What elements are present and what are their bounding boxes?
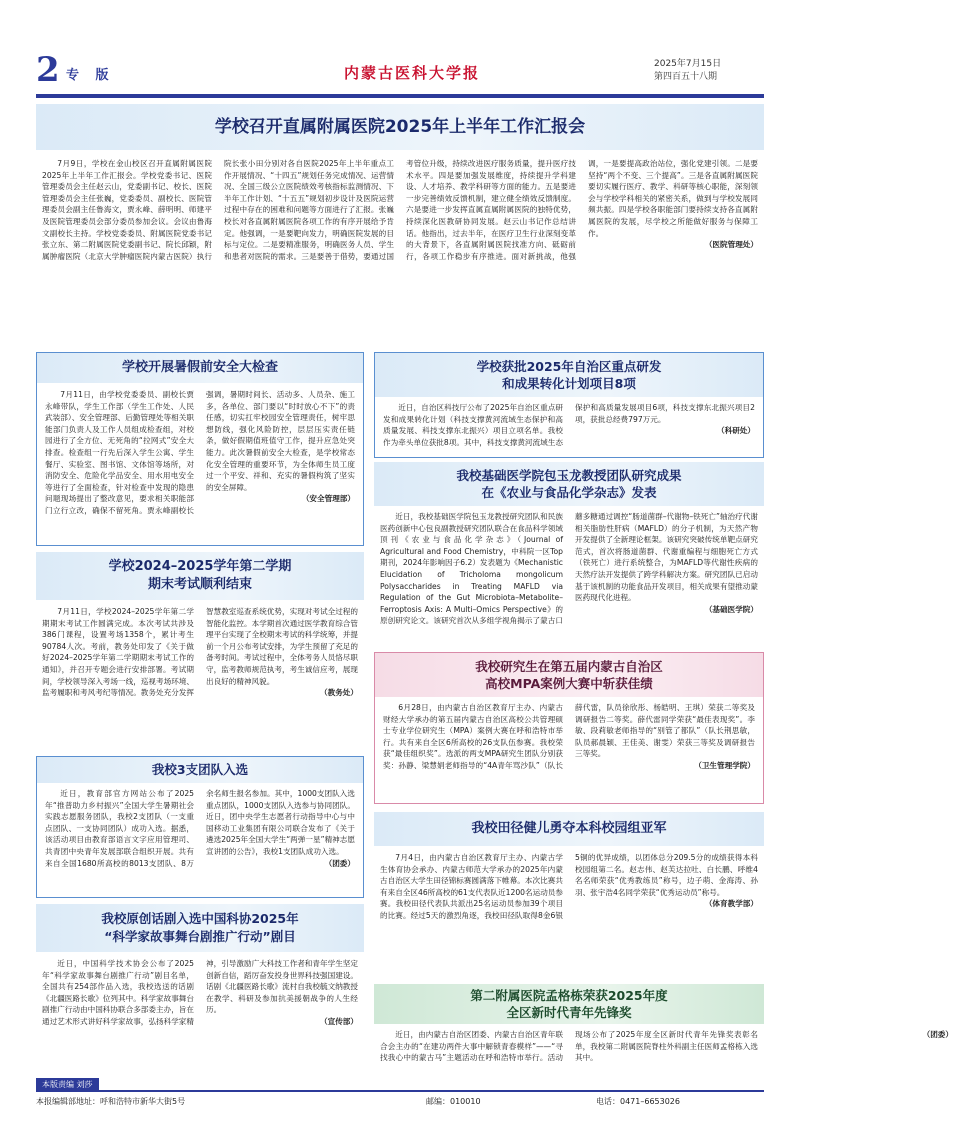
title-line-2: 期末考试顺利结束 xyxy=(147,577,252,592)
article-signoff: （基础医学院） xyxy=(704,604,758,614)
title-line-2: 在《农业与食品化学杂志》发表 xyxy=(481,485,657,500)
article-three-teams xyxy=(36,756,364,898)
article-signoff: （宣传部） xyxy=(320,1016,358,1026)
article-title xyxy=(36,552,364,600)
title-line-1: 第二附属医院孟格栋荣获2025年度 xyxy=(470,988,668,1003)
article-title: 学校开展暑假前安全大检查 xyxy=(37,353,363,383)
article-body xyxy=(36,952,364,1072)
editor-tag: 本版责编 刘莎 xyxy=(36,1078,99,1091)
article-body xyxy=(37,783,363,897)
article-science-drama xyxy=(36,904,364,1074)
footer xyxy=(36,1090,764,1108)
article-body xyxy=(36,600,364,750)
header-rule xyxy=(36,94,764,98)
article-body xyxy=(36,150,764,338)
article-title xyxy=(36,904,364,952)
title-line-1: 我校研究生在第五届内蒙古自治区 xyxy=(475,659,663,674)
page-number: 2 xyxy=(36,50,60,90)
issue-number: 第四百五十八期 xyxy=(654,72,718,82)
article-text: 6月28日，由内蒙古自治区教育厅主办、内蒙古财经大学承办的第五届内蒙古自治区高校公共管理硕士专业学位研究生（MPA）案例大赛在呼和浩特市举行。共有来自全区6所高校的26支队伍参赛。我校荣获“最佳组织奖”。选派的两支MPA研究生团队分别获奖：孙静、梁慧娟老师指导的“4A青年骂沙队”（队长薛代雷，队员徐欣彤、杨皓明、王琪）荣获二等奖及调研报告二等奖。薛代雷同学荣获“最佳表现奖”。李敏、段莉敏老师指导的“别管了都队”（队长荆思敏，队员郝晨颖、王佳美、谢雯）荣获三等奖及调研报告三等奖。 xyxy=(383,703,755,770)
article-signoff: （教务处） xyxy=(320,688,358,698)
article-text: 7月4日，由内蒙古自治区教育厅主办、内蒙古学生体育协会承办、内蒙古师范大学承办的2025年内蒙古自治区大学生田径锦标赛圆满落下帷幕。本次比赛共有来自全区46所高校的61支代表队近1200名运动员参赛。我校田径代表队共派出25名运动员参加39个项目的比赛。经过5天的激烈角逐，我校田径队取得8金6银5铜的优异成绩，以团体总分209.5分的成绩获得本科校园组第二名。赵志伟、赵芙达拉吐、白长鹏、呼维4名名师荣获“优秀教练员”称号，边子萌、金海涛、孙羽、张宇浩4名同学荣获“优秀运动员”称号。 xyxy=(380,853,758,920)
article-signoff: （卫生管理学院） xyxy=(694,760,755,770)
article-text: 7月11日，学校2024–2025学年第二学期期末考试工作圆满完成。本次考试共涉及386门课程，设置考场1358个，累计考生90784人次。考前，教务处印发了《关于做好2024–2025学年第二学期期末考试工作的通知》，并召开专题会进行安排部署。考试期间，学校领导深入考场一线，巡视考场环境、监考履职和考风考纪等情况。教务处充分发挥智慧教室巡查系统优势，实现对考试全过程的智能化监控。本学期首次通过医学教育综合管理平台实现了全校期末考试的科学统筹，并提前一个月公布考试安排，为学生预留了充足的备考时间。考试过程中，全体考务人员恪尽职守，监考教师规范执考，考生诚信应考，展现出良好的精神风貌。 xyxy=(42,607,358,698)
article-title: 我校田径健儿勇夺本科校园组亚军 xyxy=(374,812,764,846)
article-text: 近日，教育部官方网站公布了2025年“推普助力乡村振兴”全国大学生暑期社会实践志愿服务团队，我校2支团队（一支重点团队、一支协同团队）成功入选。据悉，该活动项目由教育部语言文字应用管理司、共青团中央青年发展部联合组织开展。共有来自全国1680所高校的8013支团队、8万余名师生报名参加。其中，1000支团队入选重点团队，1000支团队入选参与协同团队。近日，团中央学生志愿者行动指导中心与中国移动工业集团有限公司联合发布了《关于遴选2025年全国大学生“两弹一星”精神志愿宣讲团的公告》，我校1支团队成功入选。 xyxy=(45,789,355,868)
title-line-1: 我校原创话剧入选中国科协2025年 xyxy=(101,911,299,926)
title-line-1: 我校基础医学院包玉龙教授团队研究成果 xyxy=(456,468,682,483)
article-text: 近日，自治区科技厅公布了2025年自治区重点研发和成果转化计划（科技支撑黄河流域生态保护和高质量发展、科技支撑东北振兴）项目立项名单。我校作为牵头单位获批8项。其中，科技支撑黄河流域生态保护和高质量发展项目6项，科技支撑东北振兴项目2项，获批总经费797万元。 xyxy=(383,403,755,447)
article-title xyxy=(374,462,764,506)
footer-address: 本报编辑部地址：呼和浩特市新华大街5号 xyxy=(36,1097,186,1106)
article-text: 7月9日，学校在金山校区召开直属附属医院2025年上半年工作汇报会。学校党委书记、医院管理委员会主任赵云山，党委副书记、校长、医院管理委员会主任张巍，党委委员、副校长、医院管理委员会副主任鲁海文，贾永峰、薛明明、师建平及医院管理委员会部分委员参加会议。会议由鲁海文副校长主持。学校党委委员、附属医院党委书记张立东、第二附属医院党委副书记、院长邱颖，附属肿瘤医院（北京大学肿瘤医院内蒙古医院）执行院长张小田分别对各自医院2025年上半年重点工作开展情况、“十四五”规划任务完成情况、运营情况、全国三级公立医院绩效考核指标监测情况、下半年工作计划、“十五五”规划初步设计及医院运营过程中存在的困难和问题等方面进行了汇报。张巍校长对各直属附属医院各项工作的有序开展给予肯定。他强调，一是要靶向发力，明确医院发展的目标与定位。二是要精准服务，明确医务人员、学生和患者对医院的需求。三是要善于借势，要通过国考管位升级，持续改进医疗服务质量，提升医疗技术水平。四是要加强发展维度，持续提升学科建设、人才培养、教学科研等方面的能力。五是要进一步完善绩效反馈机制，建立健全绩效反馈制度。六是要进一步发挥直属直属附属医院的独特优势，持续深化医教研协同发展。赵云山书记作总结讲话。他指出，过去半年，在医疗卫生行业深刻变革的大背景下，各直属附属医院找准方向、砥砺前行，各项工作稳步有序推进。面对新挑战，他强调，一是要提高政治站位，强化党建引领。二是要坚持“两个不变、三个提高”。三是各直属附属医院要切实履行医疗、教学、科研等核心职能，深刻领会与学校学科相关的紧密关系，做到与学校发展同频共振。四是学校各职能部门要持续支持各直属附属医院的发展，尽学校之所能做好服务与保障工作。 xyxy=(42,159,758,261)
section-label: 专 版 xyxy=(66,68,115,83)
article-text: 近日，中国科学技术协会公布了2025年“科学家故事舞台剧推广行动”剧目名单，全国共有254部作品入选，我校选送的话剧《北疆医路长歌》位列其中。科学家故事舞台剧推广行动由中国科协联合多部委主办，旨在通过艺术形式讲好科学家故事，弘扬科学家精神，引导激励广大科技工作者和青年学生坚定创新自信，蹈厉奋发投身世界科技强国建设。话剧《北疆医路长歌》流村自我校毓文纳教授在教学、科研及参加抗美援朝战争的人生经历。 xyxy=(42,959,358,1026)
masthead xyxy=(36,50,764,96)
article-signoff: （团委） xyxy=(324,858,355,868)
article-hospital-report xyxy=(36,104,764,342)
article-body xyxy=(374,506,764,646)
article-research-projects xyxy=(374,352,764,458)
paper-name-logo: 内蒙古医科大学报 xyxy=(344,64,481,82)
article-final-exams xyxy=(36,552,364,750)
article-text: 7月11日，由学校党委委员、副校长贾永峰带队，学生工作部（学生工作处、人民武装部）、安全管理部、后勤管理处等相关职能部门负责人及工作人员组成检查组，对校园进行了全方位、无死角的“拉网式”安全大排查。检查组一行先后深入学生公寓、学生餐厅、实验室、图书馆、文体馆等场所，对消防安全、危险化学品安全、用水用电安全等进行了全面检查，针对检查中发现的隐患问题现场提出了整改意见，要求相关职能部门立行立改，确保不留死角。贾永峰副校长强调，暑期时间长、活动多、人员杂、施工多，各单位、部门要以“时时放心不下”的责任感，切实扛牢校园安全管理责任，树牢思想防线，强化风险防控，层层压实责任链条，做好假期值班值守工作，提升应急处突能力。此次暑假前安全大检查，是学校常态化安全管理的重要环节，为全体师生员工度过一个平安、祥和、充实的暑假构筑了坚实的安全屏障。 xyxy=(45,390,355,515)
issue-date: 2025年7月15日 xyxy=(654,59,722,69)
title-line-2: 和成果转化计划项目8项 xyxy=(502,376,636,391)
article-body xyxy=(37,383,363,543)
article-signoff: （医院管理处） xyxy=(704,240,758,250)
article-title xyxy=(374,984,764,1024)
article-title xyxy=(375,353,763,397)
article-food-chemistry-paper xyxy=(374,462,764,646)
article-body xyxy=(375,397,763,457)
article-body xyxy=(375,697,763,803)
article-signoff: （安全管理部） xyxy=(301,494,355,504)
article-signoff: （科研处） xyxy=(717,426,755,436)
title-line-2: 高校MPA案例大赛中斩获佳绩 xyxy=(485,676,653,691)
article-youth-award xyxy=(374,984,953,1074)
article-text: 近日，由内蒙古自治区团委、内蒙古自治区青年联合会主办的“在建功两件大事中解锁青春模样”——“寻找我心中的蒙古马”主题活动在呼和浩特市举行。活动现场公布了2025年度全区新时代青年先锋奖表彰名单，我校第二附属医院脊柱外科副主任医师孟格栋入选其中。 xyxy=(380,1030,758,1063)
article-athletics xyxy=(374,812,764,980)
article-body xyxy=(374,1024,953,1074)
title-line-1: 学校2024–2025学年第二学期 xyxy=(108,559,292,574)
date-info xyxy=(654,58,764,84)
article-text: 近日，我校基础医学院包玉龙教授研究团队和民族医药创新中心包良副教授研究团队联合在食品科学领域顶刊《农业与食品化学杂志》（Journal of Agricultural and Food Chemistry，中科院一区Top期刊，2024年影响因子6.2）发表题为《Mechanistic Elucidation of Tricholoma mongolicum Polysaccharides in Treating MAFLD via Regulation of the Gut Microbiota–Metabolite–Ferroptosis Axis: A Multi–Omics Perspective》的原创研究论文。该研究首次从多组学视角揭示了蒙古口蘑多糖通过调控“肠道菌群–代谢物–铁死亡”轴治疗代谢相关脂肪性肝病（MAFLD）的分子机制，为天然产物开发提供了全新理论框架。该研究突破传统单靶点研究范式，首次将肠道菌群、代谢重编程与细胞死亡方式（铁死亡）进行系统整合，为MAFLD等代谢性疾病的天然疗法开发提供了跨学科解决方案。研究团队已启动基于该机制的功能食品开发项目，相关成果有望推动蒙医药现代化进程。 xyxy=(380,512,758,626)
article-safety-inspection xyxy=(36,352,364,546)
article-title: 我校3支团队入选 xyxy=(37,757,363,783)
article-signoff: （体育教学部） xyxy=(704,899,758,909)
article-signoff: （团委） xyxy=(922,1030,953,1039)
footer-phone: 电话：0471–6653026 xyxy=(596,1097,680,1106)
article-body xyxy=(374,846,764,978)
title-line-2: “科学家故事舞台剧推广行动”剧目 xyxy=(104,929,296,944)
title-line-2: 全区新时代青年先锋奖 xyxy=(506,1005,632,1020)
article-mpa-competition xyxy=(374,652,764,804)
title-line-1: 学校获批2025年自治区重点研发 xyxy=(476,359,662,374)
footer-postcode: 邮编：010010 xyxy=(426,1097,481,1106)
article-title: 学校召开直属附属医院2025年上半年工作汇报会 xyxy=(36,104,764,150)
article-title xyxy=(375,653,763,697)
